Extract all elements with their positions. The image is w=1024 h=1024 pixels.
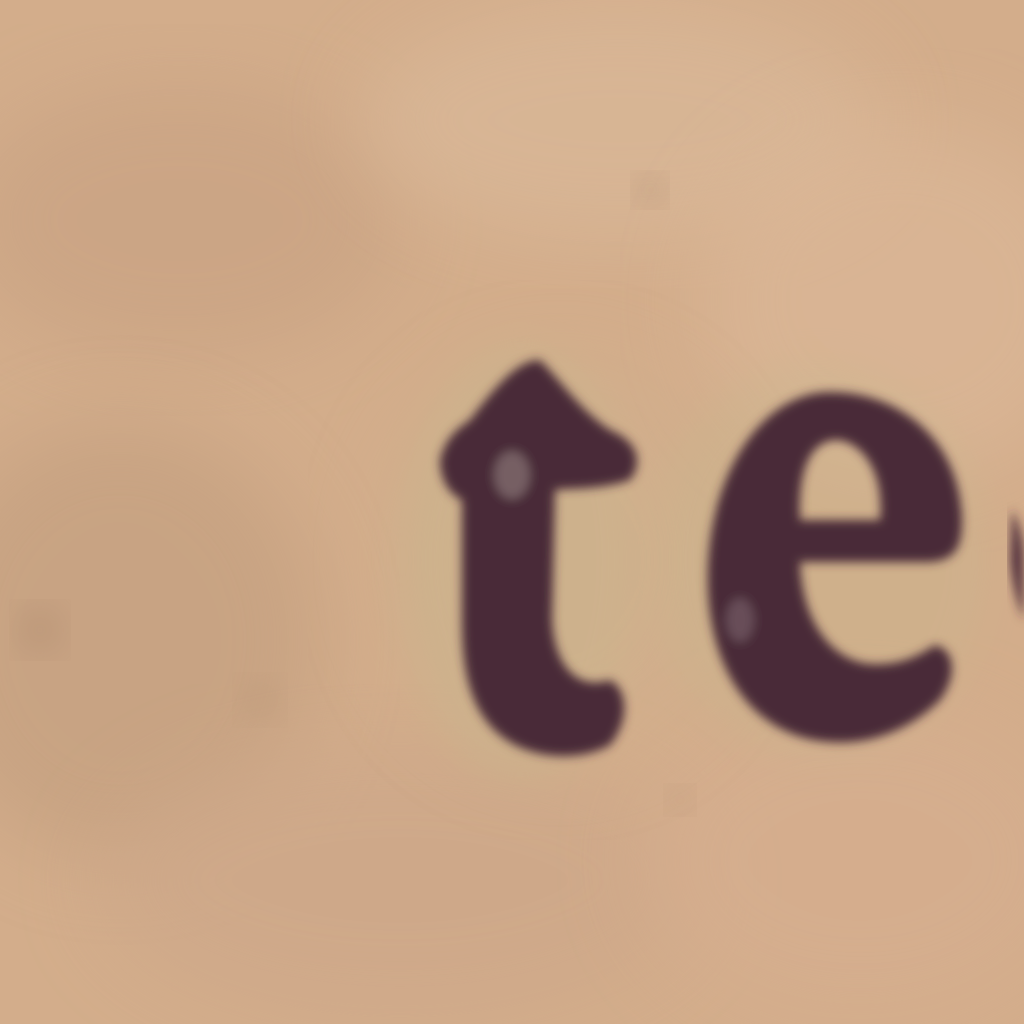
letter-t-glyph xyxy=(440,360,637,756)
partial-letter-glyph xyxy=(1010,510,1024,620)
letter-e-glyph xyxy=(708,392,962,742)
